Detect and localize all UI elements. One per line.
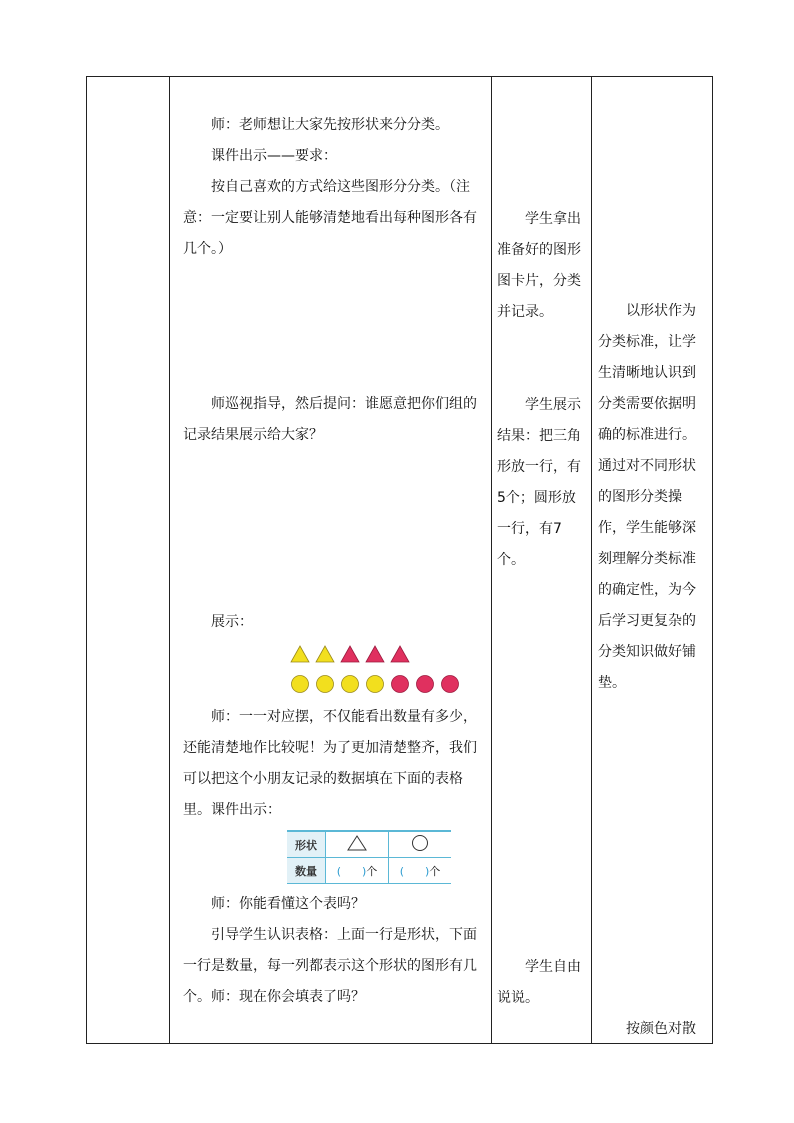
yellow-triangle-2: [315, 645, 335, 663]
teacher-line-1: 师：老师想让大家先按形状来分分类。: [211, 117, 449, 133]
courseware-label: 课件出示：: [211, 802, 281, 818]
triangle-outline-icon: [347, 835, 367, 851]
red-triangle-3: [340, 645, 360, 663]
shape-arrangement: [290, 644, 460, 704]
teacher-activity-column: [170, 77, 492, 1044]
triangle-row: [290, 644, 460, 664]
yellow-triangle-1: [290, 645, 310, 663]
yellow-circle-3: [340, 674, 360, 694]
lesson-table: [86, 76, 713, 1044]
table-guidance: 引导学生认识表格：上面一行是形状，下面一行是数量，每一列都表示这个形状的图形有几个。: [183, 927, 477, 1005]
red-triangle-5: [390, 645, 410, 663]
shape-header: 形状: [287, 831, 326, 858]
courseware-heading: 课件出示——要求：: [211, 148, 337, 164]
requirement-text: 按自己喜欢的方式给这些图形分分类。（注意：一定要让别人能够清楚地看出每种图形各有几个。）: [183, 179, 477, 257]
design-intent-column: [592, 77, 713, 1044]
circle-outline-icon: [411, 834, 429, 852]
student-activity-column: [492, 77, 592, 1044]
yellow-circle-4: [365, 674, 385, 694]
teacher-question-table: 师：你能看懂这个表吗？: [211, 896, 365, 912]
display-label: 展示：: [211, 614, 253, 630]
design-intent-next: 按颜色对散: [626, 1021, 696, 1037]
circle-count-cell: ( )个: [389, 858, 452, 884]
triangle-shape-cell: [326, 831, 389, 858]
count-header: 数量: [287, 858, 326, 884]
red-circle-6: [415, 674, 435, 694]
circle-shape-cell: [389, 831, 452, 858]
red-circle-7: [440, 674, 460, 694]
teacher-fill-question: 师：现在你会填表了吗？: [211, 989, 365, 1005]
student-activity-3: 学生自由说说。: [497, 959, 581, 1006]
triangle-count-cell: ( )个: [326, 858, 389, 884]
student-activity-2: 学生展示结果：把三角形放一行，有5个；圆形放一行，有7个。: [497, 397, 581, 568]
teacher-explanation: 师：一一对应摆，不仅能看出数量有多少，还能清楚地作比较呢！为了更加清楚整齐，我们可以把这个小朋友记录的数据填在下面的表格里。: [183, 709, 477, 818]
circle-row: [290, 674, 460, 694]
red-circle-5: [390, 674, 410, 694]
teacher-question: 师巡视指导，然后提问：谁愿意把你们组的记录结果展示给大家？: [183, 396, 477, 443]
shape-count-table: [287, 830, 451, 884]
yellow-circle-1: [290, 674, 310, 694]
red-triangle-4: [365, 645, 385, 663]
student-activity-1: 学生拿出准备好的图形图卡片，分类并记录。: [497, 211, 581, 320]
stage-column: [87, 77, 170, 1044]
yellow-circle-2: [315, 674, 335, 694]
design-intent-text: 以形状作为分类标准，让学生清晰地认识到分类需要依据明确的标准进行。通过对不同形状的图形分类操作，学生能够深刻理解分类标准的确定性，为今后学习更复杂的分类知识做好铺垫。: [598, 303, 696, 691]
